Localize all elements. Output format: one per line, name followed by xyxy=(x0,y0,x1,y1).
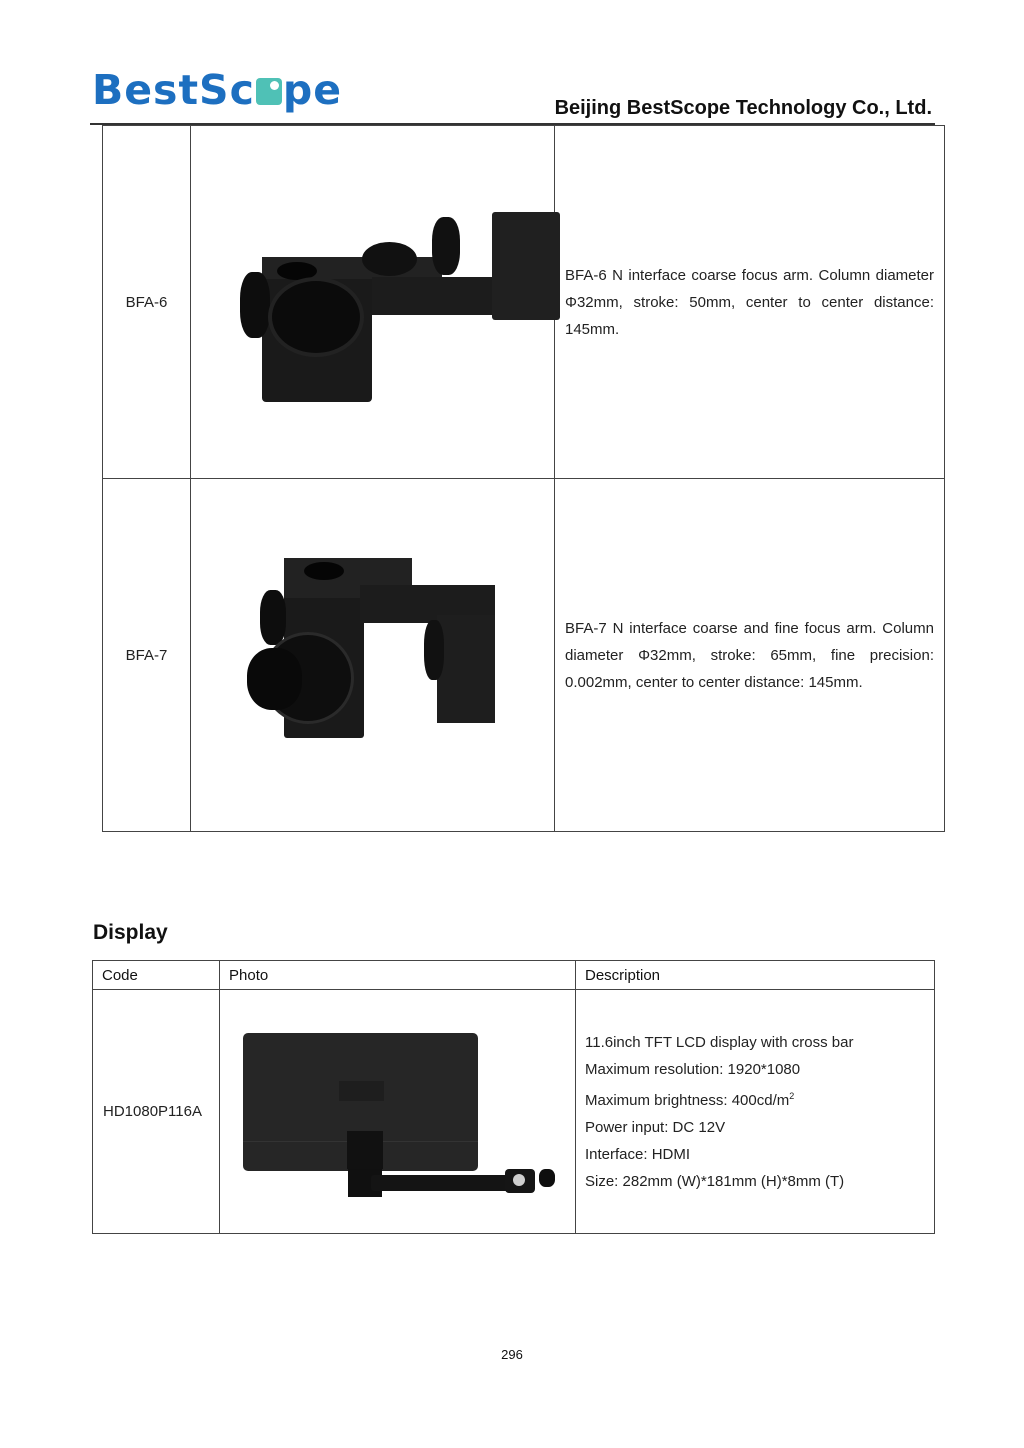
bestscope-logo xyxy=(92,66,343,114)
superscript-2: 2 xyxy=(789,1090,795,1101)
logo-o-glyph-icon xyxy=(256,78,282,105)
product-description: BFA-6 N interface coarse focus arm. Column diameter Φ32mm, stroke: 50mm, center to center distance: 145mm. xyxy=(555,126,945,479)
table-header-row xyxy=(93,961,935,990)
product-photo-cell xyxy=(191,479,555,832)
product-photo-cell xyxy=(191,126,555,479)
company-name: Beijing BestScope Technology Co., Ltd. xyxy=(554,97,932,119)
product-code: BFA-6 xyxy=(103,126,191,479)
spec-line: Interface: HDMI xyxy=(585,1145,691,1163)
product-code: HD1080P116A xyxy=(93,990,220,1234)
section-title-display: Display xyxy=(93,921,168,944)
logo-text-end: pe xyxy=(282,66,343,114)
spec-line xyxy=(585,1083,925,1114)
focus-arm-table xyxy=(102,125,945,832)
logo-text-start: BestSc xyxy=(92,66,255,114)
product-photo-cell xyxy=(220,990,576,1234)
spec-line: Size: 282mm (W)*181mm (H)*8mm (T) xyxy=(585,1172,845,1190)
spec-brightness-text: Maximum brightness: 400cd/m xyxy=(585,1091,790,1109)
column-header-photo: Photo xyxy=(220,961,576,990)
lcd-display-photo xyxy=(221,991,574,1232)
product-code: BFA-7 xyxy=(103,479,191,832)
table-row xyxy=(93,990,935,1234)
display-table xyxy=(92,960,935,1234)
spec-line: Power input: DC 12V xyxy=(585,1118,726,1136)
column-header-code: Code xyxy=(93,961,220,990)
product-description xyxy=(576,990,935,1234)
product-description: BFA-7 N interface coarse and fine focus arm. Column diameter Φ32mm, stroke: 65mm, fine precision: 0.002mm, center to center distance: 145mm. xyxy=(555,479,945,832)
table-row xyxy=(103,126,945,479)
page-number: 296 xyxy=(501,1347,523,1362)
focus-arm-photo xyxy=(192,127,553,477)
spec-line: Maximum resolution: 1920*1080 xyxy=(585,1060,801,1078)
column-header-description: Description xyxy=(576,961,935,990)
focus-arm-fine-photo xyxy=(192,480,553,830)
table-row xyxy=(103,479,945,832)
spec-line: 11.6inch TFT LCD display with cross bar xyxy=(585,1033,854,1051)
